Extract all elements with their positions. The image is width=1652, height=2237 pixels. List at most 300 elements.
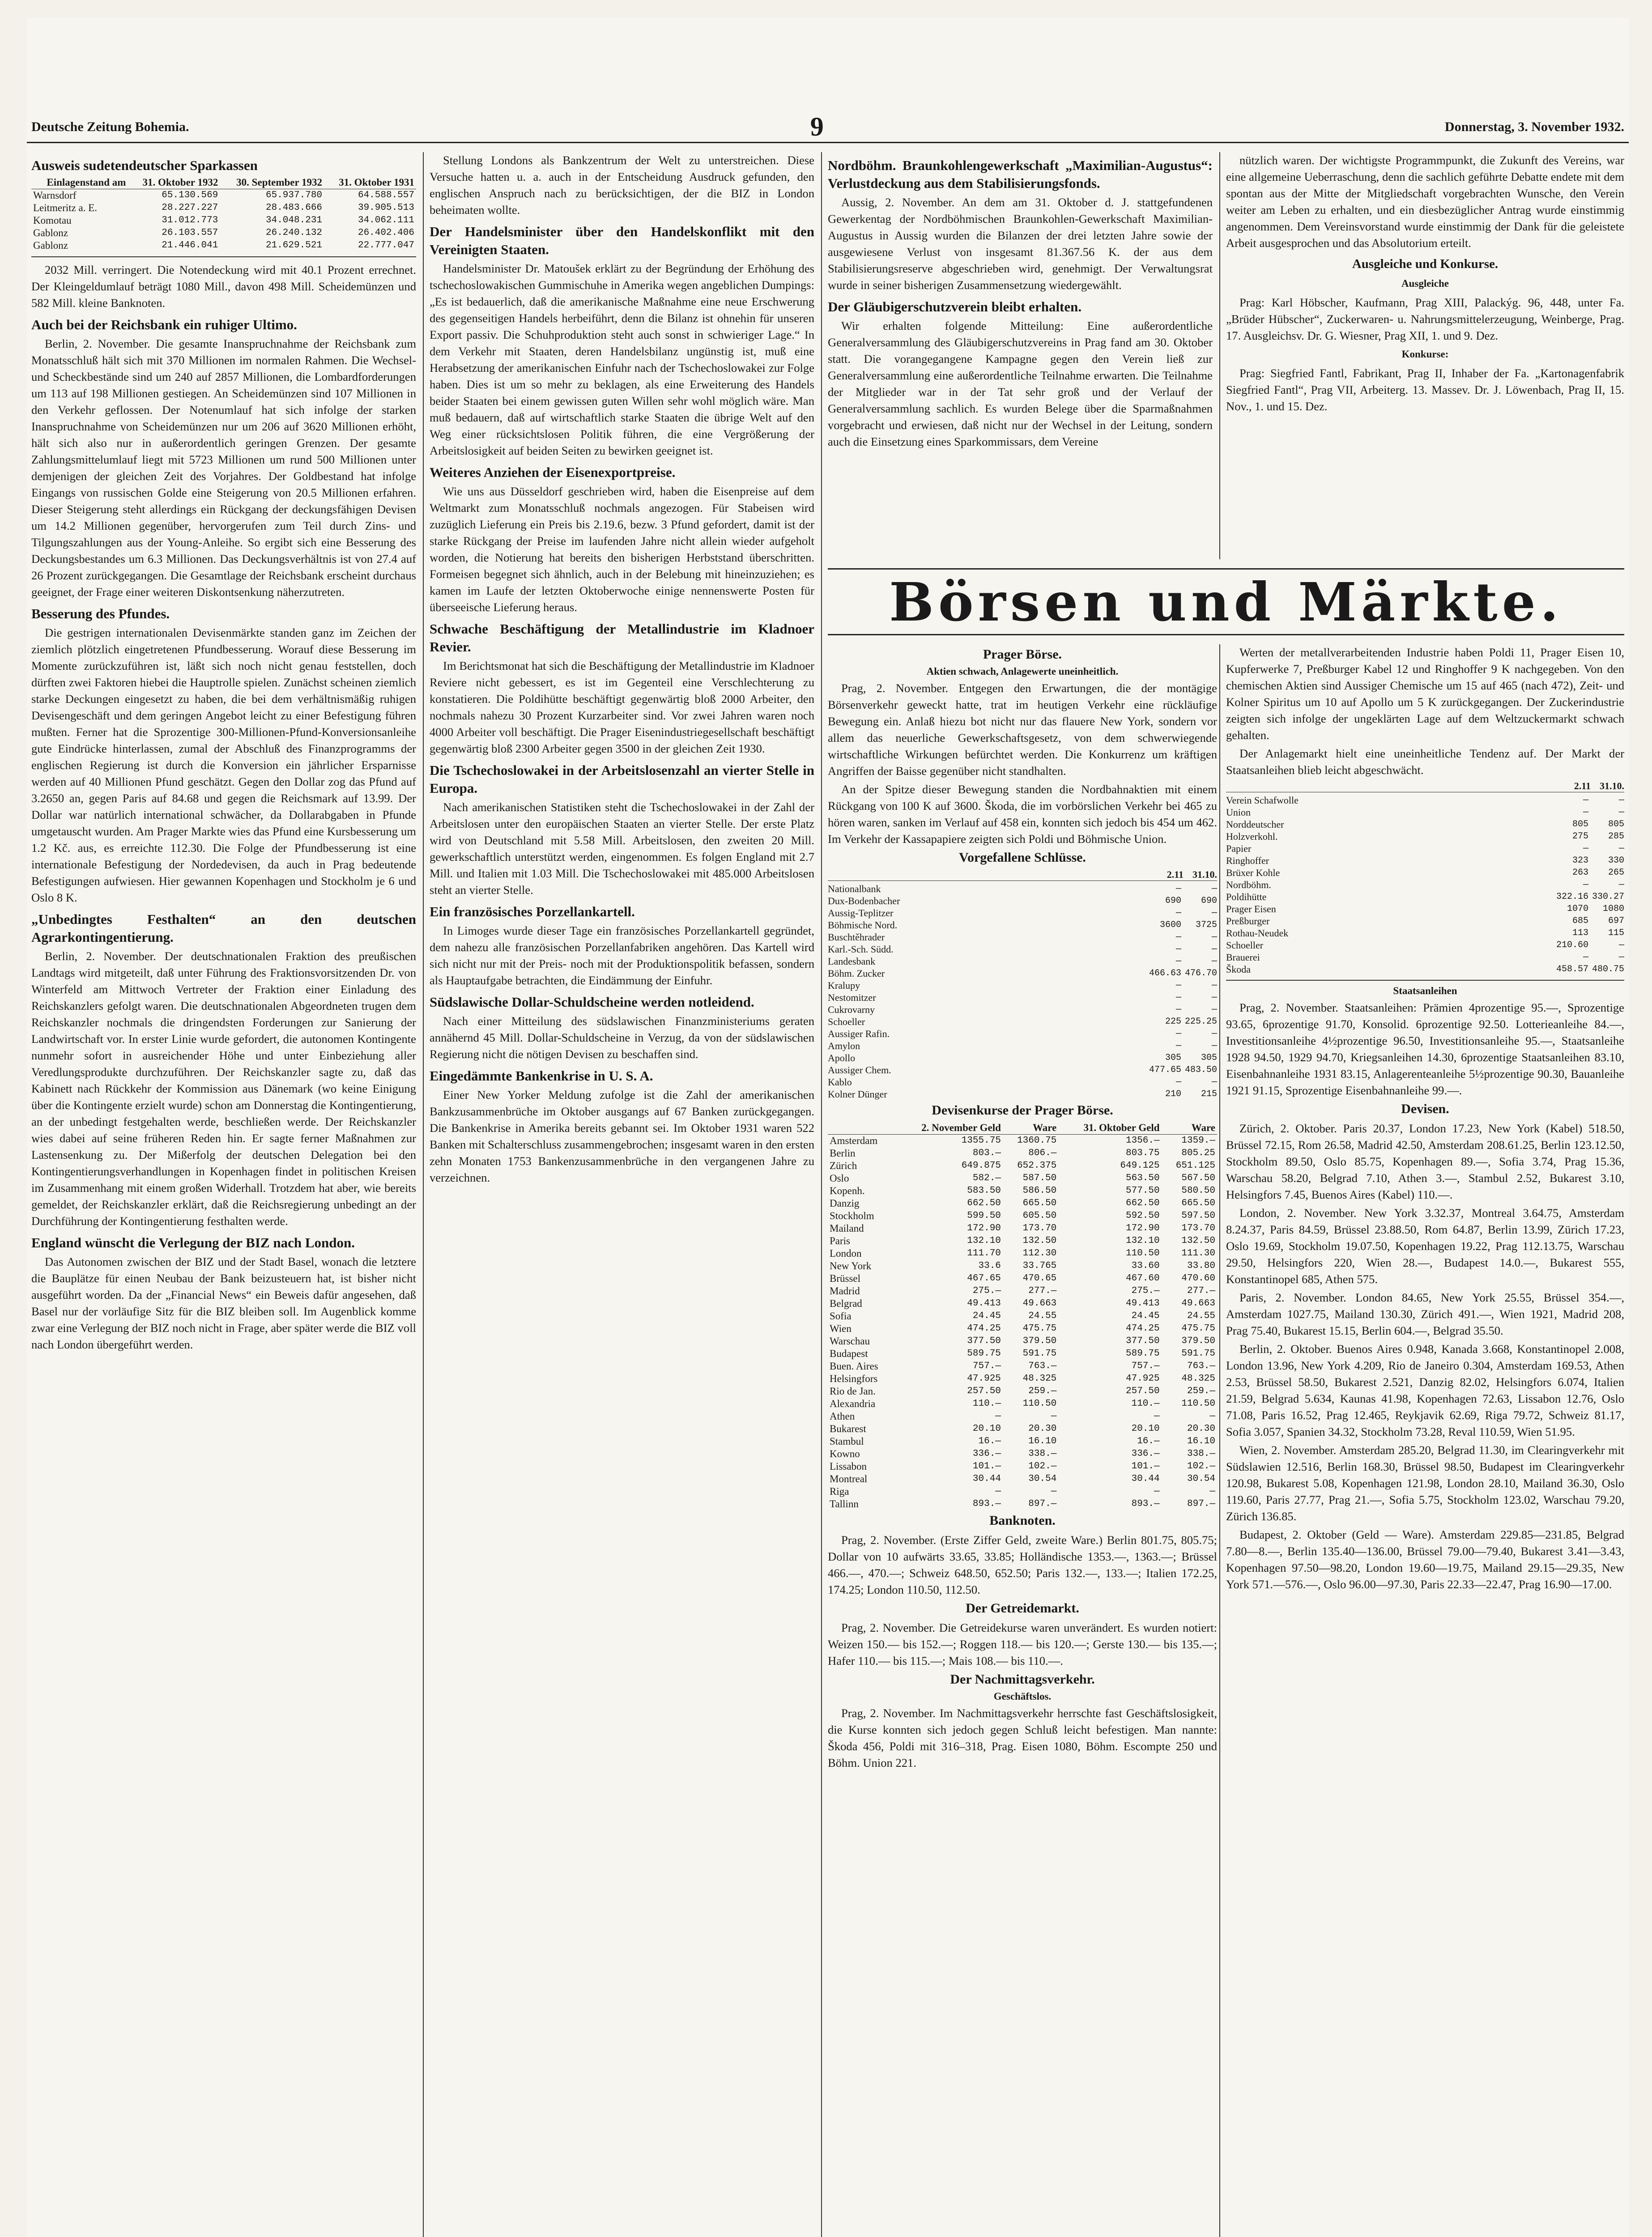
- quote-value: 285: [1608, 831, 1624, 842]
- table-cell: 803.75: [1125, 1148, 1160, 1158]
- prague-exchange: [828, 644, 1217, 2237]
- table-row: [828, 1135, 1217, 1148]
- header-masthead: Deutsche Zeitung Bohemia.: [31, 119, 189, 134]
- quote-list: [1226, 794, 1624, 975]
- quote-value: 330.27: [1592, 892, 1624, 902]
- quote-row: [828, 919, 1217, 931]
- quote-row: [1226, 939, 1624, 951]
- quote-row: [828, 1016, 1217, 1028]
- table-cell: 20.30: [1187, 1424, 1215, 1434]
- table-cell: 475.75: [1181, 1323, 1215, 1334]
- quote-row: [1226, 963, 1624, 975]
- table-cell: Warschau: [830, 1335, 870, 1347]
- quote-name: Böhmische Nord.: [828, 919, 898, 931]
- quote-row: [828, 955, 1217, 967]
- table-cell: 563.50: [1125, 1173, 1160, 1183]
- table-cell: Wien: [830, 1323, 852, 1334]
- section-subhead: Konkurse:: [1401, 349, 1449, 360]
- column-rule: [423, 152, 424, 2237]
- table-cell: —: [1154, 1411, 1160, 1421]
- table-cell: London: [830, 1248, 862, 1259]
- savings-banks-table: [31, 176, 416, 252]
- article-text: Berlin, 2. Oktober. Buenos Aires 0.948, Kanada 3.668, Konstantinopel 2.008, London 13.96, New York 4.209, Rio de Janeiro 0.304, Amsterdam 169.53, Athen 2.53, Brüssel 58.50, Bukarest 2.521, Danzig 82.02, Helsingfors 6.074, Italien 21.59, Belgrad 5.634, Kaunas 41.98, Kopenhagen 72.63, Lissabon 12.76, Oslo 71.08, Paris 16.52, Prag 12.465, Reykjavik 62.69, Riga 79.72, Schweiz 81.17, Sofia 3.057, Spanien 34.32, Stockholm 73.28, Reval 110.59, Wien 51.95.: [1226, 1342, 1624, 1438]
- table-cell: 132.50: [1022, 1236, 1057, 1246]
- quote-name: Poldihütte: [1226, 891, 1267, 902]
- quote-value: —: [1211, 908, 1217, 918]
- quote-name: Škoda: [1226, 964, 1251, 975]
- quote-name: Verein Schafwolle: [1226, 795, 1299, 806]
- table-row: [828, 1398, 1217, 1410]
- table-cell: 33.765: [1022, 1261, 1057, 1271]
- table-cell: Montreal: [830, 1473, 868, 1484]
- table-cell: 110.—: [972, 1399, 1001, 1409]
- table-cell: Warnsdorf: [33, 190, 77, 201]
- article-text: In Limoges wurde dieser Tage ein französisches Porzellankartell gegründet, dem nahezu alle französischen Porzellanfabriken angehören. Das Kartell wird sich nicht nur mit der Preis- noch mit der Produktionspolitik befassen, sondern als Hauptaufgabe betrachten, die Eindämmung der Einfuhr.: [430, 924, 814, 987]
- table-cell: 110.50: [1022, 1399, 1057, 1409]
- quote-name: Aussiger Chem.: [828, 1064, 891, 1076]
- quote-row: [828, 1088, 1217, 1100]
- article-text: nützlich waren. Der wichtigste Programmpunkt, die Zukunft des Vereins, war eine allgemeine Ueberraschung, denn die sachlich geführte Debatte endete mit dem spontan aus der Mitte der Mitgliedschaft vorgebrachten Wunsche, den Verein weiter am Leben zu erhalten, und ein diesbezüglicher Antrag wurde einstimmig angenommen. Dem Vereinsvorstand wurde einstimmig der Dank für die geleistete Arbeit ausgesprochen und das Absolutorium erteilt.: [1226, 153, 1624, 250]
- table-row: [828, 1385, 1217, 1398]
- article-text: Zürich, 2. Oktober. Paris 20.37, London 17.23, New York (Kabel) 518.50, Brüssel 72.15, Rom 26.58, Madrid 42.50, Amsterdam 208.61.25, Berlin 123.12.50, Stockholm 89.50, Oslo 85.75, Kopenhagen 89.—, Sofia 3.74, Prag 15.36, Warschau 58.20, Belgrad 7.10, Athen 3.—, Stambul 2.52, Bukarest 3.10, Helsingfors 7.45, Buenos Aires (Kabel) 110.—.: [1226, 1122, 1624, 1201]
- article-text: Prag, 2. November. Entgegen den Erwartungen, die der montägige Börsenverkehr geweckt hatte, trat im heutigen Verkehr eine rückläufige Bewegung ein. Anlaß hiezu bot nicht nur das flauere New York, sondern vor allem das neuerliche Gewerkschaftsgesetz, von dem schwerwiegende wirtschaftliche Wirkungen befürchtet werden. Die Konkurrenz um kräftigen Angriffen der Baisse gegenüber nicht standhalten.: [828, 681, 1217, 778]
- table-cell: 101.—: [1131, 1461, 1160, 1471]
- table-cell: 597.50: [1181, 1211, 1215, 1221]
- table-cell: 474.25: [967, 1323, 1001, 1334]
- insolvency-notices: [1226, 275, 1624, 417]
- table-row: [828, 1260, 1217, 1272]
- newspaper-page: [27, 18, 1629, 2237]
- column-3: [828, 152, 1213, 559]
- quote-value: —: [1175, 1041, 1181, 1051]
- table-row: [828, 1485, 1217, 1498]
- article-headline: Nordböhm. Braunkohlengewerkschaft „Maximilian-Augustus“: Verlustdeckung aus dem Stabilisierungsfonds.: [828, 157, 1213, 191]
- table-cell: 102.—: [1028, 1461, 1057, 1471]
- quote-name: Papier: [1226, 843, 1252, 854]
- table-cell: 589.75: [1125, 1348, 1160, 1359]
- column-rule: [821, 152, 822, 2237]
- quote-name: Norddeutscher: [1226, 819, 1284, 830]
- quote-name: Union: [1226, 807, 1251, 818]
- table-cell: Lissabon: [830, 1461, 867, 1472]
- table-cell: 28.227.227: [162, 203, 218, 213]
- markets-right: [1226, 644, 1624, 2237]
- table-cell: 30.54: [1028, 1474, 1057, 1484]
- quote-value: 805: [1572, 819, 1588, 829]
- article-headline: Ein französisches Porzellankartell.: [430, 904, 635, 919]
- table-cell: 338.—: [1028, 1449, 1057, 1459]
- quote-value: 697: [1608, 916, 1624, 926]
- quote-row: [828, 1028, 1217, 1040]
- quote-name: Nestomitzer: [828, 992, 876, 1003]
- table-cell: 893.—: [972, 1499, 1001, 1509]
- quote-value: 225: [1165, 1016, 1181, 1027]
- quote-value: —: [1175, 992, 1181, 1003]
- table-cell: 1360.75: [1017, 1136, 1057, 1146]
- quote-value: 305: [1201, 1053, 1217, 1063]
- devisen-table: [828, 1122, 1217, 1510]
- quote-value: —: [1618, 807, 1624, 817]
- table-cell: Helsingfors: [830, 1373, 878, 1384]
- section-subhead: Ausgleiche: [1401, 278, 1449, 289]
- table-cell: Stockholm: [830, 1210, 874, 1221]
- table-cell: 257.50: [1125, 1386, 1160, 1396]
- table-cell: 24.45: [1131, 1311, 1160, 1321]
- page-number: 9: [810, 112, 824, 141]
- quote-name: Schoeller: [1226, 940, 1264, 951]
- quote-value: 210: [1165, 1089, 1181, 1099]
- section-title: Vorgefallene Schlüsse.: [959, 850, 1086, 865]
- table-cell: 589.75: [967, 1348, 1001, 1359]
- table-cell: 20.30: [1028, 1424, 1057, 1434]
- table-cell: —: [1209, 1411, 1215, 1421]
- article-text: Prag: Siegfried Fantl, Fabrikant, Prag II, Inhaber der Fa. „Kartonagenfabrik Siegfried Fantl“, Prag VII, Arbeiterg. 13. Massev. Dr. J. Löwenbach, Prag II, 15. Nov., 1. und 15. Dez.: [1226, 366, 1624, 413]
- section-title: Banknoten.: [989, 1513, 1056, 1528]
- quote-value: 805: [1608, 819, 1624, 829]
- quote-row: [828, 883, 1217, 895]
- article-text: Prag, 2. November. Staatsanleihen: Prämien 4prozentige 95.—, Sprozentige 93.65, 6prozentige 91.70, Konsolid. 6prozentige 92.50. Lotterieanleihe 84.—, Investitionsanleihe 4½prozentige 96.50, Investitionsanleihe 95.—, Staatsanleihe 1928 94.50, 1929 94.70, Kriegsanleihen 14.30, 6prozentige Staatsanleihen 83.10, Eisenbahnanleihe 1931 83.15, Anlagerenteanleihe 5½prozentige 90.30, Bauanleihe 1921 91.15, Sprozentige Eisenbahnanleihe 99.—.: [1226, 1001, 1624, 1097]
- table-cell: 662.50: [967, 1198, 1001, 1208]
- table-cell: 111.70: [967, 1248, 1001, 1259]
- table-cell: 30.44: [1131, 1474, 1160, 1484]
- article-headline: Der Handelsminister über den Handelskonflikt mit den Vereinigten Staaten.: [430, 224, 814, 257]
- table-cell: 30.44: [972, 1474, 1001, 1484]
- table-cell: 26.402.406: [358, 228, 414, 238]
- table-cell: 20.10: [972, 1424, 1001, 1434]
- quote-value: 263: [1572, 868, 1588, 878]
- table-row: [828, 1147, 1217, 1160]
- table-cell: 470.65: [1022, 1273, 1057, 1284]
- table-cell: Gablonz: [33, 240, 68, 251]
- quote-value: —: [1583, 807, 1588, 817]
- table-cell: 49.413: [967, 1298, 1001, 1309]
- table-row: [31, 227, 416, 239]
- table-cell: 805.25: [1181, 1148, 1215, 1158]
- section-subhead: Aktien schwach, Anlagewerte uneinheitlich.: [926, 666, 1119, 677]
- quote-name: Kablo: [828, 1076, 852, 1088]
- table-cell: 49.413: [1125, 1298, 1160, 1309]
- table-row: [828, 1172, 1217, 1185]
- table-cell: 49.663: [1181, 1298, 1215, 1309]
- article-text: Prag, 2. November. Im Nachmittagsverkehr herrschte fast Geschäftslosigkeit, die Kurse konnten sich jedoch gegen Schluß leicht befestigen. Man nannte: Škoda 456, Poldi mit 316–318, Prag. Eisen 1080, Böhm. Escompte 250 und Böhm. Union 221.: [828, 1706, 1217, 1769]
- article-text: Werten der metallverarbeitenden Industrie haben Poldi 11, Prager Eisen 10, Kupferwerke 7, Preßburger Kabel 12 und Ringhoffer 9 K nachgegeben. Von den chemischen Aktien sind Aussiger Chemische um 15 auf 465 (nach 472), Zeit- und Kolner Spiritus um 10 auf Apollo um 5 K zurückgegangen. Der Zuckerindustrie zeigten sich infolge der ungeklärten Lage auf dem Weltzuckermarkt schwach gehalten.: [1226, 646, 1624, 742]
- quote-value: —: [1583, 843, 1588, 854]
- table-cell: Budapest: [830, 1348, 868, 1359]
- column-1: [31, 152, 416, 2237]
- table-cell: 39.905.513: [358, 203, 414, 213]
- table-row: [828, 1247, 1217, 1260]
- table-header: 30. September 1932: [220, 176, 324, 189]
- table-cell: 897.—: [1187, 1499, 1215, 1509]
- table-cell: 49.663: [1022, 1298, 1057, 1309]
- section-banner: Börsen und Märkte.: [828, 568, 1624, 635]
- quote-name: Brüxer Kohle: [1226, 867, 1280, 878]
- article-text: Berlin, 2. November. Der deutschnationalen Fraktion des preußischen Landtags wird mitgeteilt, daß unter Führung des Fraktionsvorsitzenden Dr. von Winterfeld am Mittwoch Vertreter der Fraktion einer Einladung des Reichskanzlers gefolgt waren. Die deutschnationalen Abgeordneten trugen dem Reichskanzler nochmals die dringendsten Forderungen zur Sanierung der Landwirtschaft vor. In erster Linie wurde gefordert, die autonomen Kontingente nunmehr sofort in ausreichender Höhe und unter Einbeziehung aller Veredlungsprodukte durchzuführen. Der Reichskanzler sagte zu, daß das Kabinett nach Rückkehr der Kommission aus Dänemark (wo keine Einigung über die Kontingente erzielt wurde) schon am Donnerstag die Kontingentierung, an der unbedingt festgehalten werde, beschließen werde. Der Reichskanzler wies dabei auf seine früheren Reden hin. Er sagte ferner Maßnahmen zur Lastensenkung zu. Der Mißerfolg der deutschen Delegation bei den Kontingentierungsverhandlungen in Kopenhagen findet in politischen Kreisen im Zusammenhang mit einem großen Widerhall. Trotzdem hat aber, wie bereits gemeldet, der Reichskanzler erklärt, daß die Reichsregierung unbedingt an der Durchführung der Kontingentierung festhalten werde.: [31, 949, 416, 1228]
- table-row: [828, 1473, 1217, 1485]
- table-cell: 763.—: [1187, 1361, 1215, 1371]
- table-cell: 567.50: [1181, 1173, 1215, 1183]
- table-cell: Mailand: [830, 1223, 864, 1234]
- article-headline: Besserung des Pfundes.: [31, 606, 170, 621]
- quote-row: [1226, 927, 1624, 939]
- table-cell: 21.446.041: [162, 240, 218, 251]
- quote-value: —: [1175, 1029, 1181, 1039]
- table-cell: 65.937.780: [266, 190, 323, 200]
- quote-name: Kralupy: [828, 980, 860, 991]
- quote-row: [828, 895, 1217, 907]
- table-cell: 48.325: [1022, 1374, 1057, 1384]
- section-subhead: Geschäftslos.: [993, 1691, 1052, 1702]
- quote-value: —: [1583, 795, 1588, 805]
- table-cell: 582.—: [972, 1173, 1001, 1183]
- section-title: Prager Börse.: [983, 647, 1062, 662]
- table-header: Ware: [1003, 1122, 1058, 1135]
- table-cell: 651.125: [1175, 1161, 1215, 1171]
- table-row: [828, 1448, 1217, 1460]
- table-cell: 897.—: [1028, 1499, 1057, 1509]
- table-cell: Brüssel: [830, 1273, 860, 1284]
- quote-name: Kolner Dünger: [828, 1089, 887, 1100]
- quote-value: 275: [1572, 831, 1588, 842]
- table-cell: 20.10: [1131, 1424, 1160, 1434]
- table-cell: 665.50: [1181, 1198, 1215, 1208]
- quote-value: —: [1175, 908, 1181, 918]
- table-cell: 806.—: [1028, 1148, 1057, 1158]
- quote-row: [828, 991, 1217, 1004]
- article-text: Das Autonomen zwischen der BIZ und der Stadt Basel, wonach die letztere die Bauplätze für einen Neubau der Bank beizusteuern hat, ist bisher nicht ausgeführt worden. Da der „Financial News“ ein Beweis dafür angesehen, daß Basel nur der vorläufige Sitz für die BIZ bleiben soll. Im Augenblick komme zwar eine Verlegung der BIZ noch nicht in Frage, aber später werde die BIZ voll nach London übergeführt werden.: [31, 1255, 416, 1351]
- table-cell: 259.—: [1187, 1386, 1215, 1396]
- quote-name: Preßburger: [1226, 915, 1270, 927]
- quote-name: Karl.-Sch. Südd.: [828, 944, 894, 955]
- table-cell: 277.—: [1187, 1286, 1215, 1296]
- table-cell: 649.125: [1120, 1161, 1160, 1171]
- section-title: Devisenkurse der Prager Börse.: [932, 1103, 1113, 1118]
- table-row: [828, 1285, 1217, 1297]
- table-row: [828, 1297, 1217, 1310]
- table-cell: 652.375: [1017, 1161, 1057, 1171]
- quote-value: —: [1211, 992, 1217, 1003]
- quote-value: 323: [1572, 855, 1588, 866]
- table-row: [31, 239, 416, 252]
- table-cell: 132.10: [967, 1236, 1001, 1246]
- quote-value: 225.25: [1184, 1016, 1217, 1027]
- table-cell: 379.50: [1022, 1336, 1057, 1346]
- quote-row: [1226, 915, 1624, 927]
- table-cell: Buen. Aires: [830, 1361, 878, 1372]
- quote-row: [828, 979, 1217, 991]
- article-text: Prag, 2. November. (Erste Ziffer Geld, zweite Ware.) Berlin 801.75, 805.75; Dollar von 10 aufwärts 33.65, 33.85; Holländische 1353.—, 1363.—; Brüssel 466.—, 470.—; Schweiz 648.50, 652.50; Paris 132.—, 133.—; Italien 172.25, 174.25; London 110.50, 112.50.: [828, 1533, 1217, 1596]
- quote-value: 685: [1572, 916, 1588, 926]
- table-cell: 16.—: [978, 1436, 1001, 1446]
- quote-value: —: [1175, 1077, 1181, 1087]
- quote-row: [828, 907, 1217, 919]
- quote-value: —: [1583, 952, 1588, 962]
- quote-value: 477.65: [1149, 1065, 1181, 1075]
- table-cell: —: [1209, 1486, 1215, 1497]
- table-row: [828, 1310, 1217, 1323]
- quote-name: Amylon: [828, 1040, 860, 1051]
- table-row: [828, 1160, 1217, 1172]
- table-cell: Komotau: [33, 215, 72, 226]
- table-cell: 110.50: [1181, 1399, 1215, 1409]
- quote-value: 215: [1201, 1089, 1217, 1099]
- table-cell: 591.75: [1022, 1348, 1057, 1359]
- article-text: London, 2. November. New York 3.32.37, Montreal 3.64.75, Amsterdam 8.24.37, Paris 84.59, Brüssel 23.88.50, Rom 64.87, Berlin 13.99, Zürich 17.23, Oslo 19.69, Stockholm 19.07.50, Kopenhagen 19.22, Prag 112.13.75, Warschau 29.50, Helsingfors 220, Wien 28.—, Budapest 14.0.—, Bukarest 555, Konstantinopel 685, Athen 575.: [1226, 1206, 1624, 1286]
- quote-value: —: [1175, 944, 1181, 954]
- table-cell: 132.10: [1125, 1236, 1160, 1246]
- table-row: [828, 1197, 1217, 1210]
- table-cell: 172.90: [967, 1223, 1001, 1233]
- table-cell: 26.103.557: [162, 228, 218, 238]
- table-cell: Amsterdam: [830, 1135, 878, 1146]
- table-row: [828, 1410, 1217, 1423]
- table-header: 2. November Geld: [895, 1122, 1003, 1135]
- quote-value: —: [1211, 1041, 1217, 1051]
- table-row: [828, 1498, 1217, 1510]
- table-cell: 33.60: [1131, 1261, 1160, 1271]
- table-cell: Kowno: [830, 1448, 860, 1459]
- article-headline: Schwache Beschäftigung der Metallindustrie im Kladnoer Revier.: [430, 621, 814, 655]
- article-headline: England wünscht die Verlegung der BIZ nach London.: [31, 1235, 355, 1250]
- table-cell: 110.50: [1125, 1248, 1160, 1259]
- table-cell: 33.6: [978, 1261, 1001, 1271]
- table-cell: 65.130.569: [162, 190, 218, 200]
- quote-list: [828, 883, 1217, 1100]
- quote-value: —: [1175, 884, 1181, 894]
- quote-value: 483.50: [1184, 1065, 1217, 1075]
- quote-name: Buschtěhrader: [828, 931, 885, 943]
- quote-row: [1226, 951, 1624, 963]
- quote-row: [1226, 806, 1624, 818]
- quote-value: —: [1175, 932, 1181, 942]
- quote-value: —: [1211, 1004, 1217, 1015]
- table-cell: —: [995, 1411, 1001, 1421]
- article-text: Wie uns aus Düsseldorf geschrieben wird, haben die Eisenpreise auf dem Weltmarkt zum Monatsschluß nochmals angezogen. Für Stabeisen wird zuzüglich Lieferung ein Preis bis 2.19.6, bezw. 3 Pfund gefordert, damit ist der starke Rückgang der Preise im laufenden Jahre nicht allein wieder aufgeholt worden, die Notierung hat bereits den bisherigen Herbststand überschritten. Formeisen begegnet sich ähnlich, auch in der Belebung mit hineinzuziehen; es kamen im Laufe der letzten Oktoberwoche einige nennenswerte Posten für überseeische Lieferung heraus.: [430, 485, 814, 614]
- table-row: [828, 1348, 1217, 1360]
- quote-date: 31.10.: [1600, 780, 1624, 791]
- table-cell: 599.50: [967, 1211, 1001, 1221]
- quote-value: —: [1618, 940, 1624, 950]
- table-row: [828, 1460, 1217, 1473]
- divider: [31, 256, 416, 257]
- table-cell: 665.50: [1022, 1198, 1057, 1208]
- quote-row: [1226, 794, 1624, 806]
- article-text: Aussig, 2. November. An dem am 31. Oktober d. J. stattgefundenen Gewerkentag der Nordböhmischen Braunkohlen-Gewerkschaft Maximilian-Augustus in Aussig wurden die Bilanzen der drei letzten Jahre sowie der ausgewiesene Verlust von insgesamt 81.367.56 K. der aus dem Stabilisierungsreserve abgeschrieben wird, genehmigt. Der Verwaltungsrat wurde in seiner bisherigen Zusammensetzung wiedergewählt.: [828, 196, 1213, 292]
- section-title: Der Nachmittagsverkehr.: [950, 1672, 1095, 1687]
- quote-value: —: [1175, 1004, 1181, 1015]
- article-text: Prag: Karl Höbscher, Kaufmann, Prag XIII, Palackýg. 96, 448, unter Fa. „Brüder Hübscher“, Zuckerwaren- u. Nahrungsmittelerzeugung, Weinberge, Prag. 17. Ausgleichsv. Dr. G. Wiesner, Prag XII, 1. und 9. Dez.: [1226, 296, 1624, 342]
- table-cell: 34.048.231: [266, 215, 323, 225]
- table-cell: 28.483.666: [266, 203, 323, 213]
- table-cell: 587.50: [1022, 1173, 1057, 1183]
- quote-value: —: [1618, 843, 1624, 854]
- table-cell: Leitmeritz a. E.: [33, 202, 98, 213]
- quote-value: —: [1211, 884, 1217, 894]
- table-cell: 583.50: [967, 1186, 1001, 1196]
- table-cell: 336.—: [972, 1449, 1001, 1459]
- table-cell: 592.50: [1125, 1211, 1160, 1221]
- table-cell: Danzig: [830, 1198, 860, 1209]
- table-row: [31, 189, 416, 202]
- table-cell: Sofia: [830, 1310, 852, 1322]
- quote-value: 476.70: [1184, 968, 1217, 978]
- quote-value: —: [1583, 880, 1588, 890]
- table-cell: Alexandria: [830, 1398, 876, 1409]
- quote-value: —: [1175, 980, 1181, 991]
- article-headline: Der Gläubigerschutzverein bleibt erhalten.: [828, 299, 1082, 315]
- quote-name: Apollo: [828, 1052, 856, 1063]
- table-header-row: [31, 176, 416, 189]
- quote-name: Schoeller: [828, 1016, 865, 1027]
- table-cell: Kopenh.: [830, 1185, 865, 1196]
- quote-name: Rothau-Neudek: [1226, 927, 1289, 939]
- article-text: Berlin, 2. November. Die gesamte Inanspruchnahme der Reichsbank zum Monatsschluß hält sich mit 370 Millionen im normalen Rahmen. Die Wechsel- und Scheckbestände sind um 240 auf 2857 Millionen, die Lombardforderungen um 113 auf 198 Millionen gestiegen. An Scheidemünzen sind 107 Millionen in den Verkehr geflossen. Der Notenumlauf hat sich infolge der starken Inanspruchnahme von Scheidemünzen nur um 206 auf 3620 Millionen erhöht, hält sich also nur in außerordentlich geringen Grenzen. Der gesamte Zahlungsmittelumlauf liegt mit 5723 Millionen um rund 500 Millionen unter demjenigen der gleichen Zeit des Vorjahres. Der Goldbestand hat infolge Eingangs von russischen Golde eine Steigerung von 20.5 Millionen erfahren. Dieser Steigerung steht allerdings ein Rückgang der deckungsfähigen Devisen um 14.2 Millionen gegenüber, hervorgerufen zum Teil durch Zins- und Tilgungszahlungen aus der Young-Anleihe. So ergibt sich eine Besserung des Deckungsbestandes um 6.3 Millionen. Das Deckungsverhältnis ist von 27.4 auf 26 Prozent zurückgegangen. Die Gesamtlage der Reichsbank erscheint durchaus geeignet, der Frage einer weiteren Diskontsenkung näherzutreten.: [31, 337, 416, 599]
- quote-row: [828, 1076, 1217, 1088]
- table-row: [828, 1323, 1217, 1335]
- table-row: [828, 1185, 1217, 1197]
- quote-name: Böhm. Zucker: [828, 968, 885, 979]
- savings-banks-title: Ausweis sudetendeutscher Sparkassen: [31, 157, 258, 173]
- divider: [1226, 980, 1624, 981]
- quote-row: [1226, 867, 1624, 879]
- table-cell: 47.925: [1125, 1374, 1160, 1384]
- quote-name: Prager Eisen: [1226, 903, 1276, 914]
- article-text: Nach amerikanischen Statistiken steht die Tschechoslowakei in der Zahl der Arbeitslosen unter den europäischen Staaten an vierter Stelle. Der erste Platz wird von Deutschland mit 5.58 Mill. Arbeitslosen, den zweiten 20 Mill. gewerkschaftlich unterstützt werden, eingenommen. Es folgen England mit 2.7 Mill. und Italien mit 1.03 Mill. Die Tschechoslowakei mit 485.000 Arbeitslosen steht an vierter Stelle.: [430, 800, 814, 897]
- article-headline: „Unbedingtes Festhalten“ an den deutschen Agrarkontingentierung.: [31, 911, 416, 945]
- table-row: [828, 1210, 1217, 1222]
- table-cell: 1356.—: [1125, 1136, 1160, 1146]
- table-cell: Riga: [830, 1486, 849, 1497]
- table-cell: —: [1154, 1486, 1160, 1497]
- section-title: Devisen.: [1401, 1101, 1449, 1116]
- table-cell: 591.75: [1181, 1348, 1215, 1359]
- table-cell: Bukarest: [830, 1423, 866, 1434]
- table-cell: 173.70: [1181, 1223, 1215, 1233]
- table-cell: 757.—: [1131, 1361, 1160, 1371]
- table-header: 31. Oktober 1932: [128, 176, 220, 189]
- quote-value: —: [1618, 952, 1624, 962]
- section-title: Der Getreidemarkt.: [966, 1601, 1079, 1616]
- article-text: Nach einer Mitteilung des südslawischen Finanzministeriums geraten annähernd 45 Mill. Dollar-Schuldscheine in Verzug, da von der südslawischen Regierung nicht die nötigen Devisen zu beschaffen sind.: [430, 1014, 814, 1061]
- quote-value: 480.75: [1592, 964, 1624, 974]
- quote-value: 3600: [1159, 920, 1181, 930]
- quote-row: [1226, 879, 1624, 891]
- table-cell: 577.50: [1125, 1186, 1160, 1196]
- table-header: 31. Oktober 1931: [324, 176, 416, 189]
- quote-row: [1226, 903, 1624, 915]
- quote-row: [828, 1004, 1217, 1016]
- table-cell: Rio de Jan.: [830, 1386, 876, 1397]
- table-cell: 338.—: [1187, 1449, 1215, 1459]
- table-cell: 111.30: [1181, 1248, 1215, 1259]
- article-headline: Ausgleiche und Konkurse.: [1352, 257, 1499, 271]
- article-text: An der Spitze dieser Bewegung standen die Nordbahnaktien mit einem Rückgang von 100 K auf 3600. Škoda, die im vorbörslichen Verkehr bei 465 zu hören waren, sanken im Verlauf auf 458 ein, konnten sich jedoch bis 454 um 462. Im Verkehr der Kassapapiere zeigten sich Poldi und Böhmische Union.: [828, 783, 1217, 846]
- table-cell: 172.90: [1125, 1223, 1160, 1233]
- quote-value: 210.60: [1556, 940, 1588, 950]
- table-header: 31. Oktober Geld: [1058, 1122, 1161, 1135]
- quote-value: 113: [1572, 928, 1588, 938]
- table-cell: 475.75: [1022, 1323, 1057, 1334]
- table-cell: 48.325: [1181, 1374, 1215, 1384]
- column-2: [430, 152, 814, 2237]
- article-text: Paris, 2. November. London 84.65, New York 25.55, Brüssel 354.—, Amsterdam 1027.75, Mailand 130.30, Zürich 491.—, Wien 1921, Madrid 208, Prag 75.40, Bukarest 15.15, Berlin 604.—, Belgrad 35.50.: [1226, 1291, 1624, 1337]
- quote-name: Cukrovarny: [828, 1004, 875, 1015]
- quote-name: Aussiger Rafin.: [828, 1028, 890, 1039]
- quote-name: Nationalbank: [828, 883, 881, 894]
- table-cell: Paris: [830, 1235, 850, 1246]
- quote-name: Landesbank: [828, 956, 876, 967]
- table-cell: 26.240.132: [266, 228, 323, 238]
